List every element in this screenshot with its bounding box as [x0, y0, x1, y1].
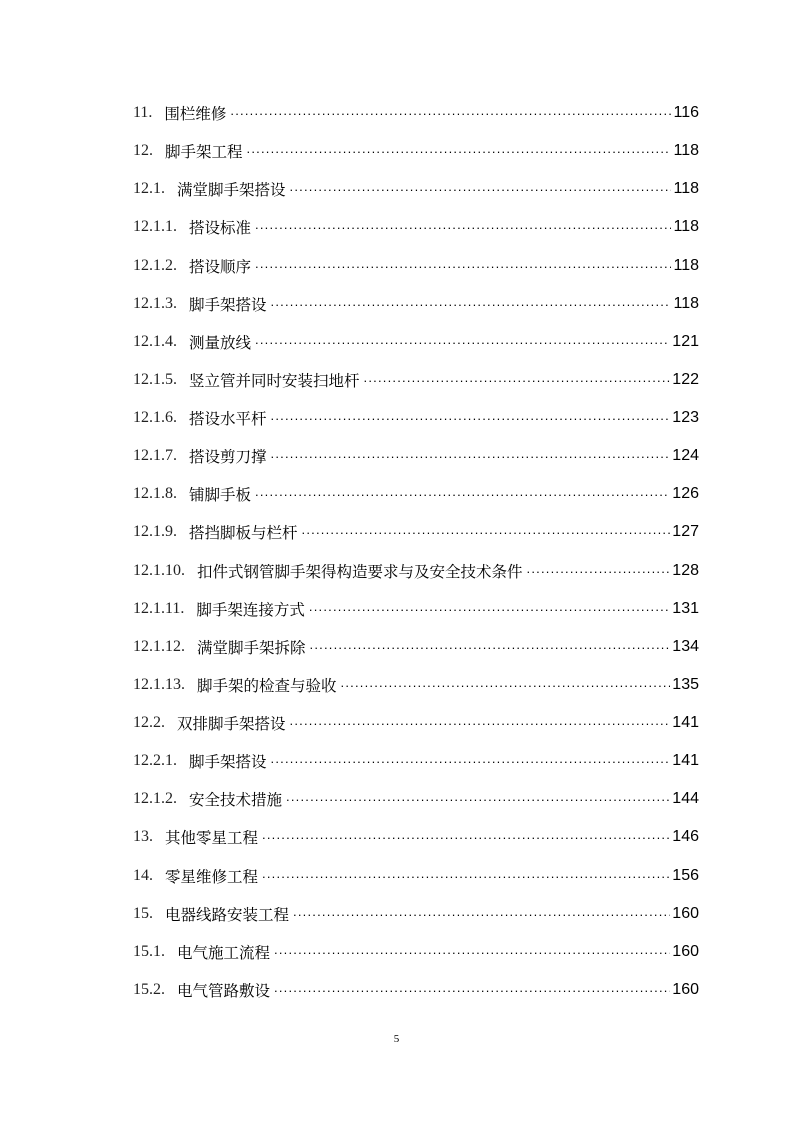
toc-entry-title: 零星维修工程	[165, 867, 259, 886]
toc-entry[interactable]	[133, 635, 699, 659]
toc-entry[interactable]	[133, 406, 699, 430]
toc-entry[interactable]	[133, 444, 699, 468]
toc-entry[interactable]	[133, 711, 699, 735]
toc-entry-title: 满堂脚手架搭设	[177, 181, 286, 200]
toc-entry[interactable]	[133, 749, 699, 773]
toc-entry-title: 脚手架搭设	[189, 753, 267, 772]
toc-entry-page: 134	[672, 637, 699, 655]
toc-entry-title: 铺脚手板	[189, 486, 252, 505]
toc-entry-title: 搭设水平杆	[189, 410, 267, 429]
toc-entry-number: 12.1.4.	[133, 332, 177, 350]
toc-entry-page: 118	[673, 218, 699, 236]
toc-entry-number: 12.1.5.	[133, 370, 177, 388]
toc-entry-page: 128	[672, 561, 699, 579]
toc-entry-page: 131	[672, 599, 699, 617]
toc-entry[interactable]	[133, 177, 699, 201]
toc-entry[interactable]	[133, 101, 699, 125]
toc-entry-page: 146	[672, 828, 699, 846]
toc-entry-number: 12.1.9.	[133, 523, 177, 541]
toc-entry-number: 12.1.	[133, 180, 165, 198]
toc-entry-title: 电气施工流程	[177, 943, 271, 962]
toc-entry-number: 12.1.10.	[133, 561, 185, 579]
dot-leader	[341, 673, 671, 697]
toc-entry-page: 160	[672, 942, 699, 960]
dot-leader	[271, 749, 671, 773]
toc-entry-title: 搭设标准	[189, 219, 252, 238]
toc-entry[interactable]	[133, 559, 699, 583]
toc-entry-number: 15.1.	[133, 942, 165, 960]
dot-leader	[364, 368, 671, 392]
toc-entry-page: 156	[672, 866, 699, 884]
toc-entry[interactable]	[133, 787, 699, 811]
toc-entry-number: 12.2.	[133, 714, 165, 732]
toc-entry-page: 118	[673, 142, 699, 160]
toc-entry-title: 脚手架的检查与验收	[197, 676, 337, 695]
toc-entry-page: 124	[672, 447, 699, 465]
toc-entry-number: 12.1.3.	[133, 294, 177, 312]
toc-entry-page: 144	[672, 790, 699, 808]
toc-entry[interactable]	[133, 864, 699, 888]
dot-leader	[271, 406, 671, 430]
toc-entry-title: 测量放线	[189, 333, 252, 352]
toc-entry-number: 12.	[133, 142, 153, 160]
toc-entry-title: 脚手架工程	[165, 143, 243, 162]
toc-entry-title: 搭设剪刀撑	[189, 448, 267, 467]
toc-entry[interactable]	[133, 254, 699, 278]
toc-entry[interactable]	[133, 139, 699, 163]
toc-entry-page: 121	[672, 332, 699, 350]
toc-entry-page: 118	[673, 180, 699, 198]
dot-leader	[290, 711, 671, 735]
dot-leader	[286, 787, 670, 811]
toc-entry-title: 电气管路敷设	[177, 981, 271, 1000]
dot-leader	[255, 482, 670, 506]
dot-leader	[293, 902, 670, 926]
toc-entry-title: 安全技术措施	[189, 791, 283, 810]
toc-entry-title: 脚手架搭设	[189, 295, 267, 314]
toc-entry-title: 竖立管并同时安装扫地杆	[189, 371, 360, 390]
toc-entry-number: 12.1.13.	[133, 675, 185, 693]
dot-leader	[527, 559, 671, 583]
dot-leader	[271, 444, 671, 468]
toc-entry-number: 12.1.1.	[133, 218, 177, 236]
toc-entry[interactable]	[133, 482, 699, 506]
toc-entry-page: 118	[673, 294, 699, 312]
toc-entry-number: 12.1.8.	[133, 485, 177, 503]
toc-entry-number: 13.	[133, 828, 153, 846]
toc-entry-number: 12.1.2.	[133, 790, 177, 808]
toc-entry[interactable]	[133, 215, 699, 239]
dot-leader	[274, 940, 670, 964]
dot-leader	[262, 864, 670, 888]
toc-entry-title: 扣件式钢管脚手架得构造要求与及安全技术条件	[197, 562, 523, 581]
toc-entry-title: 围栏维修	[164, 105, 227, 123]
toc-entry-title: 电器线路安装工程	[165, 905, 290, 924]
toc-entry-page: 160	[672, 904, 699, 922]
dot-leader	[271, 292, 672, 316]
dot-leader	[255, 215, 671, 239]
toc-entry-page: 116	[673, 104, 699, 121]
toc-entry-page: 126	[672, 485, 699, 503]
toc-entry[interactable]	[133, 940, 699, 964]
toc-entry-number: 12.2.1.	[133, 752, 177, 770]
dot-leader	[302, 520, 671, 544]
toc-entry-number: 11.	[133, 104, 153, 121]
dot-leader	[310, 635, 671, 659]
dot-leader	[255, 330, 670, 354]
toc-entry-page: 118	[673, 256, 699, 274]
toc-entry-title: 脚手架连接方式	[196, 600, 305, 619]
toc-entry[interactable]	[133, 825, 699, 849]
toc-entry-page: 141	[672, 714, 699, 732]
toc-entry-title: 其他零星工程	[165, 829, 259, 848]
toc-entry-number: 12.1.11.	[133, 599, 185, 617]
toc-entry-page: 135	[672, 675, 699, 693]
toc-entry-number: 15.2.	[133, 980, 165, 998]
dot-leader	[230, 101, 671, 125]
toc-entry-page: 160	[672, 980, 699, 998]
dot-leader	[262, 825, 670, 849]
toc-entry[interactable]	[133, 902, 699, 926]
toc-entry[interactable]	[133, 597, 699, 621]
toc-entry-page: 123	[672, 409, 699, 427]
toc-entry-title: 搭挡脚板与栏杆	[189, 524, 298, 543]
dot-leader	[274, 978, 670, 1002]
toc-entry-page: 122	[672, 370, 699, 388]
dot-leader	[255, 254, 671, 278]
toc-entry-number: 12.1.2.	[133, 256, 177, 274]
toc-entry[interactable]	[133, 292, 699, 316]
toc-entry[interactable]	[133, 330, 699, 354]
toc-entry-number: 12.1.6.	[133, 409, 177, 427]
toc-entry-number: 14.	[133, 866, 153, 884]
toc-entry[interactable]	[133, 368, 699, 392]
dot-leader	[309, 597, 670, 621]
toc-entry-number: 15.	[133, 904, 153, 922]
toc-entry-title: 双排脚手架搭设	[177, 715, 286, 734]
page-number: 5	[393, 1033, 400, 1045]
toc-entry[interactable]	[133, 673, 699, 697]
toc-entry-number: 12.1.12.	[133, 637, 185, 655]
toc-entry-number: 12.1.7.	[133, 447, 177, 465]
toc-entry-title: 搭设顺序	[189, 257, 252, 276]
dot-leader	[247, 139, 672, 163]
toc-entry-title: 满堂脚手架拆除	[197, 638, 306, 657]
toc-entry-page: 127	[672, 523, 699, 541]
toc-entry[interactable]	[133, 978, 699, 1002]
toc-entry-page: 141	[672, 752, 699, 770]
dot-leader	[290, 177, 672, 201]
toc-entry[interactable]	[133, 520, 699, 544]
